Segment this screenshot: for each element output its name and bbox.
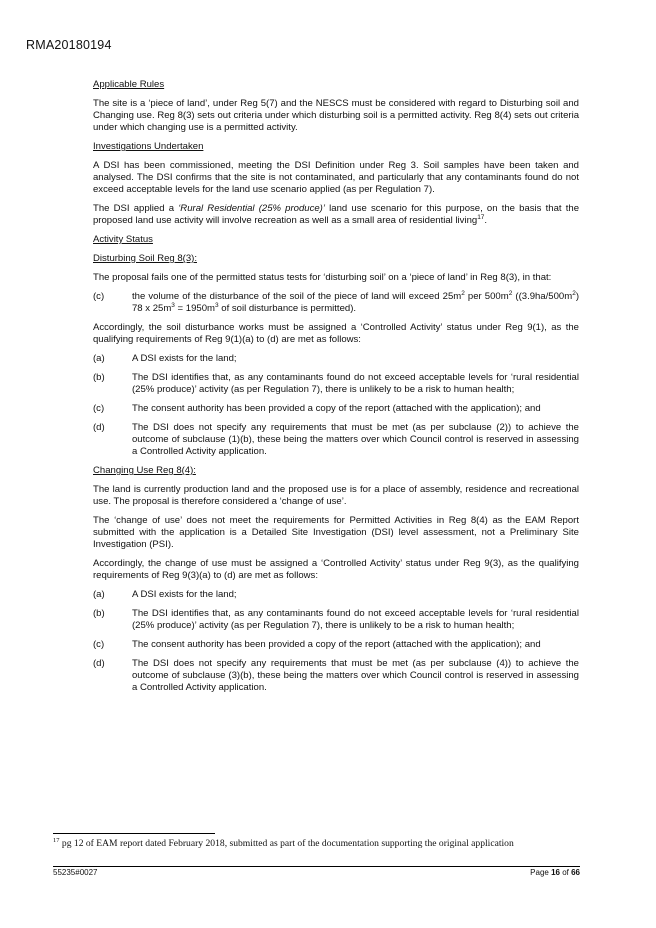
list-item: [93, 291, 579, 315]
heading-changing-use: Changing Use Reg 8(4):: [93, 465, 196, 476]
heading-activity-status: Activity Status: [93, 234, 153, 245]
paragraph-site: The site is a ‘piece of land’, under Reg 5(7) and the NESCS must be considered with regard to Disturbing soil and Changing use. Reg 8(3) sets out criteria under which disturbing soil is a permitted activity. Reg 8(4) sets out criteria under which changing use is a permitted activity.: [93, 98, 579, 133]
list-item: [93, 639, 579, 651]
list-item-text: The DSI does not specify any requirements that must be met (as per subclause (2)) to achieve the outcome of subclause (1)(b), these being the matters over which Council control is reserved in assessing a Controlled Activity application.: [132, 422, 579, 457]
list-item-label: (d): [93, 422, 105, 433]
list-item-text: The consent authority has been provided a copy of the report (attached with the application); and: [132, 639, 541, 650]
paragraph-soil-controlled: Accordingly, the soil disturbance works must be assigned a ‘Controlled Activity’ status under Reg 9(1), as the qualifying requirements of Reg 9(1)(a) to (d) are met as follows:: [93, 322, 579, 345]
paragraph-fails-test: The proposal fails one of the permitted status tests for ‘disturbing soil’ on a ‘piece of land’ in Reg 8(3), in that:: [93, 272, 552, 283]
list-item-label: (c): [93, 403, 105, 414]
list-item-label: (a): [93, 589, 105, 600]
footnote-divider: [53, 833, 215, 834]
list-item: [93, 372, 579, 396]
scenario-name: ‘Rural Residential (25% produce)’: [178, 203, 325, 214]
footer-divider: [53, 866, 580, 867]
paragraph-production-land: The land is currently production land and the proposed use is for a place of assembly, residence and recreational use. The proposal is therefore considered a ‘change of use’.: [93, 484, 579, 507]
list-item-label: (a): [93, 353, 105, 364]
list-item-label: (c): [93, 291, 105, 302]
footnote-text: pg 12 of EAM report dated February 2018, submitted as part of the documentation supporting the original application: [59, 838, 514, 849]
footnote-number: 17: [53, 836, 60, 844]
list-item-text: The DSI identifies that, as any contaminants found do not exceed acceptable levels for ‘rural residential (25% produce)’ activity (as per Regulation 7), there is unlikely to be a risk to human health;: [132, 372, 579, 395]
list-item-label: (c): [93, 639, 105, 650]
list-item: [93, 608, 579, 632]
footer-document-number: 55235#0027: [53, 868, 98, 877]
list-item-label: (b): [93, 608, 105, 619]
footnote-reference: 17: [477, 213, 485, 221]
list-item-text: the volume of the disturbance of the soil of the piece of land will exceed $25m^2$ per $500m^2$ ($(3.9ha/500m^2)$ 78 x $25m^3 = 1950m^3$ of soil disturbance is permitted).: [132, 289, 579, 314]
heading-investigations: Investigations Undertaken: [93, 141, 204, 152]
list-item-label: (b): [93, 372, 105, 383]
footnote: [53, 838, 553, 850]
list-item: [93, 589, 579, 601]
list-item-text: The DSI identifies that, as any contaminants found do not exceed acceptable levels for ‘rural residential (25% produce)’ activity (as per Regulation 7), there is unlikely to be a risk to human health;: [132, 608, 579, 631]
page-footer: [53, 868, 580, 877]
paragraph-change-of-use: The ‘change of use’ does not meet the requirements for Permitted Activities in Reg 8(4) as the EAM Report submitted with the application is a Detailed Site Investigation (DSI) level assessment, not a Preliminary Site Investigation (PSI).: [93, 515, 579, 550]
paragraph-use-controlled: Accordingly, the change of use must be assigned a ‘Controlled Activity’ status under Reg 9(3), as the qualifying requirements of Reg 9(3)(a) to (d) are met as follows:: [93, 558, 579, 581]
heading-disturbing-soil: Disturbing Soil Reg 8(3):: [93, 253, 197, 264]
document-reference: RMA20180194: [26, 38, 112, 52]
list-item-text: A DSI exists for the land;: [132, 353, 237, 364]
paragraph-land-use-scenario: The DSI applied a ‘Rural Residential (25% produce)’ land use scenario for this purpose, on the basis that the proposed land use activity will involve recreation as well as a small area of residential living$^{17}$.: [93, 203, 579, 226]
page-number: Page 16 of 66: [530, 868, 580, 877]
list-item-label: (d): [93, 658, 105, 669]
list-item: [93, 353, 579, 365]
list-item-text: A DSI exists for the land;: [132, 589, 237, 600]
list-item: [93, 422, 579, 458]
paragraph-dsi: A DSI has been commissioned, meeting the DSI Definition under Reg 3. Soil samples have been taken and analysed. The DSI confirms that the site is not contaminated, and particularly that any contaminants found do not exceed acceptable levels for the land use scenario applied (as per Regulation 7).: [93, 160, 579, 195]
list-item-text: The DSI does not specify any requirements that must be met (as per subclause (4)) to achieve the outcome of subclause (3)(b), these being the matters over which Council control is reserved in assessing a Controlled Activity application.: [132, 658, 579, 693]
list-item: [93, 658, 579, 694]
list-item-text: The consent authority has been provided a copy of the report (attached with the application); and: [132, 403, 541, 414]
main-content: [93, 79, 579, 701]
list-item: [93, 403, 579, 415]
heading-applicable-rules: Applicable Rules: [93, 79, 165, 90]
